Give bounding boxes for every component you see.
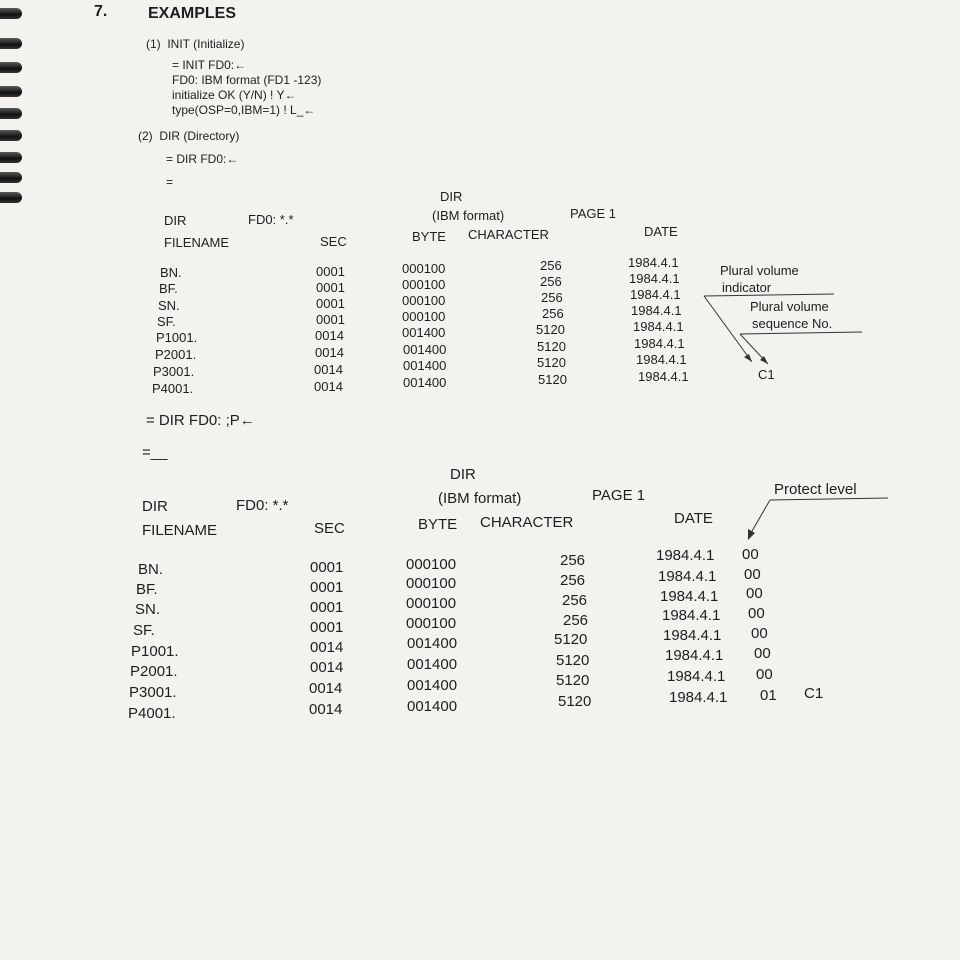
example1-line: initialize OK (Y/N) ! Y← [172,88,297,102]
sec-cell: 0014 [309,680,343,697]
date-cell: 1984.4.1 [663,627,722,644]
sec-cell: 0001 [316,312,345,327]
byte-cell: 000100 [402,293,446,308]
filename-cell: SF. [133,622,155,639]
date-cell: 1984.4.1 [631,303,682,318]
date-cell: 1984.4.1 [630,287,681,302]
example1-line: type(OSP=0,IBM=1) ! L_← [172,103,316,117]
byte-cell: 001400 [407,656,458,673]
filename-cell: P1001. [131,643,179,660]
date-cell: 1984.4.1 [638,369,689,384]
sec-cell: 0001 [310,559,344,576]
arrow-head-icon [748,529,755,540]
date-cell: 1984.4.1 [660,588,719,605]
arrow-head-icon [744,354,752,362]
character-cell: 256 [540,258,562,273]
sec-cell: 0014 [310,639,344,656]
byte-cell: 001400 [403,358,447,373]
dir2-header-byte: BYTE [418,516,458,533]
filename-cell: P3001. [129,684,177,701]
byte-cell: 000100 [406,615,457,632]
dir2-title: DIR [450,466,476,483]
byte-cell: 000100 [402,309,446,324]
plural-indicator-label: indicator [722,280,772,295]
date-cell: 1984.4.1 [633,319,684,334]
byte-cell: 001400 [403,342,447,357]
character-cell: 5120 [536,322,565,337]
character-cell: 5120 [537,355,566,370]
character-cell: 5120 [537,339,566,354]
sec-cell: 0001 [310,619,344,636]
sec-cell: 0014 [315,328,344,343]
sec-cell: 0014 [309,701,343,718]
dir1-header-sec: SEC [320,234,347,249]
protect-cell: 00 [751,625,768,642]
date-cell: 1984.4.1 [629,271,680,286]
filename-cell: SN. [135,601,161,618]
protect-cell: 00 [746,585,763,602]
protect-cell: 00 [742,546,759,563]
filename-cell: P2001. [130,663,178,680]
section-title: EXAMPLES [148,5,237,22]
filename-cell: P3001. [153,364,195,379]
byte-cell: 001400 [407,677,458,694]
c1-label: C1 [758,367,775,382]
byte-cell: 001400 [403,375,447,390]
dir1-header-date: DATE [644,224,678,239]
dir2-header-date: DATE [674,510,713,527]
byte-cell: 001400 [407,635,458,652]
leader-line [704,294,834,296]
byte-cell: 001400 [407,698,458,715]
character-cell: 256 [541,290,563,305]
byte-cell: 000100 [402,261,446,276]
leader-line [740,332,862,334]
filename-cell: SF. [157,314,176,329]
c1-marker: C1 [804,685,824,702]
sec-cell: 0014 [315,345,344,360]
dir-p-command: = DIR FD0: ;P← [146,412,255,429]
leader-line [770,498,888,500]
prompt-line: =__ [142,444,168,461]
example1-line: FD0: IBM format (FD1 -123) [172,73,322,87]
protect-cell: 00 [756,666,773,683]
sec-cell: 0014 [310,659,344,676]
date-cell: 1984.4.1 [634,336,685,351]
date-cell: 1984.4.1 [636,352,687,367]
byte-cell: 000100 [406,595,457,612]
section-number: 7. [94,3,108,20]
dir2-header-filename: FILENAME [142,522,218,539]
sec-cell: 0001 [316,296,345,311]
character-cell: 5120 [558,693,592,710]
date-cell: 1984.4.1 [656,547,715,564]
example2-heading: (2) DIR (Directory) [138,129,240,143]
protect-cell: 00 [748,605,765,622]
dir1-drive: FD0: *.* [248,212,294,227]
protect-cell: 00 [744,566,761,583]
character-cell: 5120 [556,672,590,689]
filename-cell: BF. [136,581,158,598]
filename-cell: SN. [158,298,180,313]
date-cell: 1984.4.1 [662,607,721,624]
character-cell: 5120 [554,631,588,648]
example2-line: = DIR FD0:← [166,152,239,166]
filename-cell: P4001. [152,381,194,396]
dir1-header-filename: FILENAME [164,235,230,250]
dir1-title: DIR [440,189,463,204]
protect-level-label: Protect level [774,481,857,498]
byte-cell: 000100 [406,556,457,573]
plural-sequence-label: sequence No. [752,316,833,331]
date-cell: 1984.4.1 [669,689,728,706]
character-cell: 256 [560,552,586,569]
byte-cell: 000100 [406,575,457,592]
date-cell: 1984.4.1 [665,647,724,664]
dir1-label: DIR [164,213,187,228]
character-cell: 256 [562,592,588,609]
dir1-header-character: CHARACTER [468,227,549,242]
byte-cell: 001400 [402,325,446,340]
character-cell: 5120 [556,652,590,669]
dir1-page: PAGE 1 [570,206,617,221]
example2-line: = [166,175,174,189]
filename-cell: BN. [160,265,182,280]
filename-cell: P1001. [156,330,198,345]
filename-cell: BF. [159,281,178,296]
dir2-header-sec: SEC [314,520,345,537]
sec-cell: 0001 [310,599,344,616]
example1-heading: (1) INIT (Initialize) [146,37,245,51]
character-cell: 256 [540,274,562,289]
date-cell: 1984.4.1 [667,668,726,685]
character-cell: 5120 [538,372,567,387]
filename-cell: P2001. [155,347,197,362]
sec-cell: 0001 [310,579,344,596]
sec-cell: 0001 [316,280,345,295]
plural-indicator-label: Plural volume [720,263,799,278]
byte-cell: 000100 [402,277,446,292]
dir2-drive: FD0: *.* [236,497,289,514]
filename-cell: BN. [138,561,164,578]
character-cell: 256 [542,306,564,321]
sec-cell: 0001 [316,264,345,279]
filename-cell: P4001. [128,705,176,722]
dir2-format: (IBM format) [438,490,522,507]
protect-cell: 01 [760,687,777,704]
dir1-format: (IBM format) [432,208,505,223]
character-cell: 256 [560,572,586,589]
date-cell: 1984.4.1 [628,255,679,270]
dir2-page: PAGE 1 [592,487,646,504]
sec-cell: 0014 [314,379,343,394]
example1-line: = INIT FD0:← [172,58,247,72]
sec-cell: 0014 [314,362,343,377]
character-cell: 256 [563,612,589,629]
dir2-header-character: CHARACTER [480,514,574,531]
dir2-label: DIR [142,498,168,515]
dir1-header-byte: BYTE [412,229,446,244]
protect-cell: 00 [754,645,771,662]
arrow-line [704,296,752,362]
plural-sequence-label: Plural volume [750,299,829,314]
date-cell: 1984.4.1 [658,568,717,585]
